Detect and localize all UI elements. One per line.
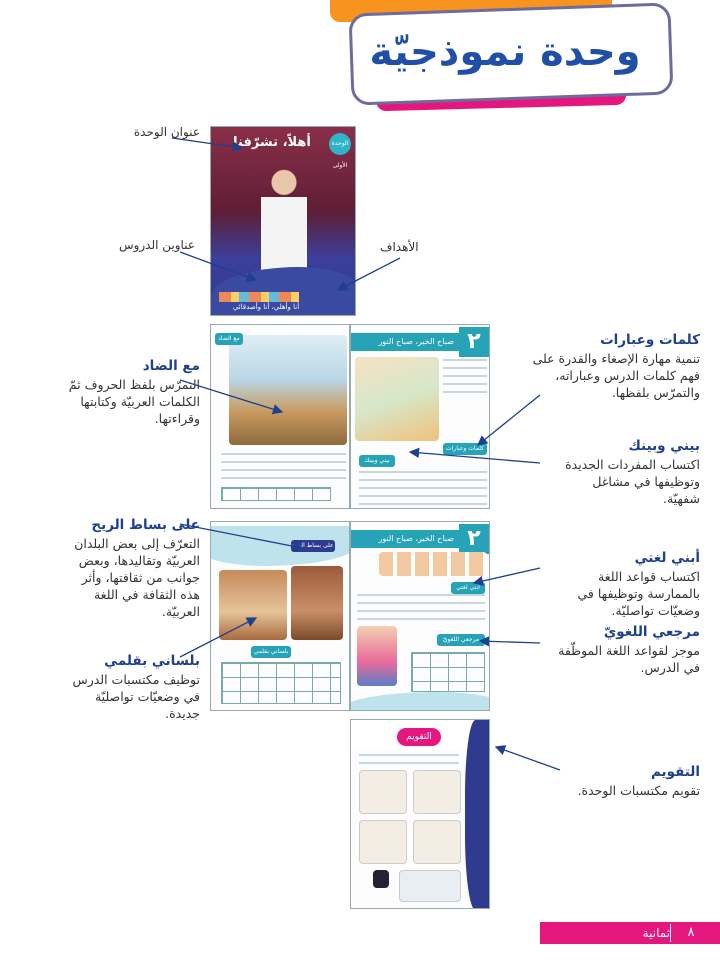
- cover-title: أهلاً، تشرّفنا: [233, 135, 311, 150]
- spread1-tag-kalimat: كلمات وعبارات: [443, 443, 487, 455]
- heading-abni: أبني لغتي: [634, 550, 700, 566]
- arrow-taqwim: [496, 747, 560, 770]
- desc-kalimat: تنمية مهارة الإصغاء والقدرة على فهم كلمات الدرس وعباراته، والتمرّس بلفظها.: [532, 351, 700, 400]
- cover-footer-text: أنا وأهلي، أنا وأصدقائي: [232, 303, 300, 311]
- spread1-lesson-number: ٢: [459, 327, 489, 357]
- spread1-lesson-title: صباح الخير، صباح النور: [378, 337, 454, 346]
- spread2-tag-marjai: مرجعي اللغويّ: [437, 634, 485, 646]
- desc-marjai: موجز لقواعد اللغة الموظّفة في الدرس.: [558, 643, 700, 675]
- footer-separator: [670, 924, 671, 942]
- spread2-tag-bilisani: بلساني بقلمي: [251, 646, 291, 658]
- spread2-lesson-number: ٢: [459, 524, 489, 554]
- arrow-maa-aldad: [180, 380, 282, 412]
- spread2-lesson-title: صباح الخير، صباح النور: [378, 534, 454, 543]
- cover-unit-badge: الوحدة الأولى: [329, 133, 351, 155]
- arrow-lesson-titles: [180, 252, 256, 280]
- arrow-bilisani: [180, 618, 256, 657]
- heading-marjai: مرجعي اللغويّ: [603, 624, 700, 640]
- heading-taqwim: التقويم: [650, 764, 700, 780]
- heading-bayni: بيني وبينك: [628, 438, 700, 454]
- label-unit-title: عنوان الوحدة: [133, 125, 200, 139]
- spread2-tag-bisat: على بساط الريح: [291, 540, 335, 552]
- desc-bilisani: توظيف مكتسبات الدرس في وضعيّات تواصليّة جديدة.: [72, 672, 200, 721]
- page-title: وحدة نموذجيّة: [369, 29, 641, 75]
- spread1-tag-aldad: مع الضاد: [215, 333, 243, 345]
- arrow-kalimat: [478, 395, 540, 445]
- footer-page-number: ٨: [687, 925, 695, 940]
- arrow-bayni: [410, 452, 540, 463]
- eval-title: التقويم: [397, 728, 441, 746]
- arrow-abni: [474, 568, 540, 583]
- footer-page-word: ثمانية: [642, 926, 670, 940]
- desc-bisat: التعرّف إلى بعض البلدان العربيّة وتقاليدها، وبعض جوانب من ثقافتها، وأثر هذه الثقافة في اللغة العربيّة.: [74, 536, 200, 619]
- arrow-marjai: [480, 641, 540, 643]
- heading-bilisani: بلساني بقلمي: [104, 653, 200, 669]
- label-lesson-titles: عناوين الدروس: [118, 238, 195, 252]
- desc-abni: اكتساب قواعد اللغة بالممارسة وتوظيفها في وضعيّات تواصليّة.: [577, 569, 700, 618]
- label-objectives: الأهداف: [380, 240, 419, 254]
- heading-maa-aldad: مع الضاد: [142, 358, 200, 374]
- arrow-objectives: [338, 258, 400, 290]
- heading-kalimat: كلمات وعبارات: [600, 332, 700, 348]
- desc-bayni: اكتساب المفردات الجديدة وتوظيفها في مشاغل شفهيّة.: [565, 457, 700, 506]
- spread1-tag-bayni: بيني وبينك: [359, 455, 395, 467]
- spread2-tag-abni: أبني لغتي: [451, 582, 485, 594]
- arrow-unit-title: [172, 138, 242, 148]
- arrow-bisat: [180, 524, 302, 548]
- heading-bisat: على بساط الريح: [91, 517, 200, 533]
- desc-taqwim: تقويم مكتسبات الوحدة.: [577, 783, 700, 798]
- desc-maa-aldad: التمرّس بلفظ الحروف ثمّ الكلمات العربيّة وكتابتها وقراءتها.: [68, 377, 200, 426]
